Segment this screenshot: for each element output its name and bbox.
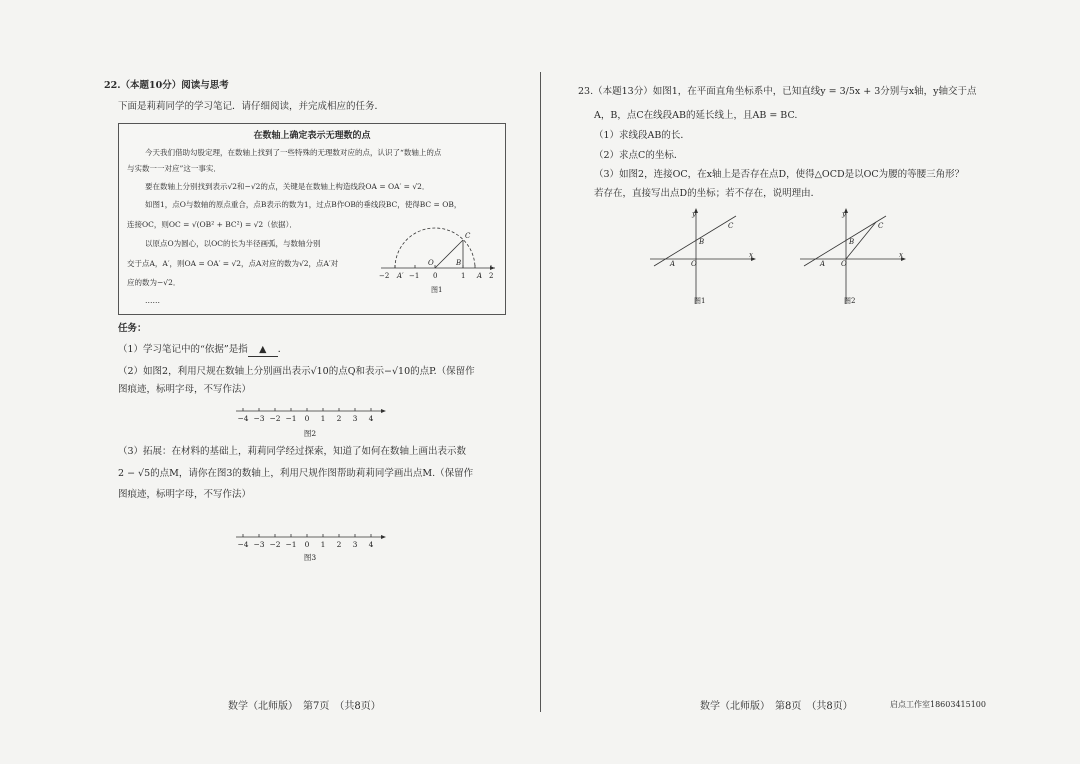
coordinate-figure-1 (646, 204, 758, 308)
tick-label: 0 (304, 414, 310, 423)
q23-part-1: （1）求线段AB的长． (594, 130, 690, 141)
label-c: C (728, 222, 734, 230)
tick-label: −4 (237, 414, 249, 423)
task-3-line-3: 图痕迹，标明字母，不写作法） (118, 489, 252, 500)
q22-intro: 下面是莉莉同学的学习笔记．请仔细阅读，并完成相应的任务． (118, 101, 385, 112)
study-note-box (118, 123, 506, 315)
number-line-fig2[interactable] (230, 402, 390, 440)
tick-label: −2 (269, 540, 281, 549)
fig2-label: 图2 (303, 429, 317, 438)
tick-label: 4 (368, 414, 374, 423)
axis-label-x: x (749, 251, 753, 259)
note-line-2: 与实数一一对应”这一事实． (127, 164, 221, 173)
arrow-icon (381, 535, 386, 539)
line-ac (654, 216, 736, 266)
note-title: 在数轴上确定表示无理数的点 (253, 131, 371, 141)
tick-label: 3 (352, 540, 358, 549)
label-b: B (456, 259, 462, 267)
tick-label: −2 (269, 414, 281, 423)
note-line-8: 应的数为−√2． (127, 278, 181, 287)
q23-part-2: （2）求点C的坐标． (594, 150, 684, 161)
axis-label-x: x (899, 251, 903, 259)
line-ac (804, 216, 886, 266)
note-line-4: 如图1，点O与数轴的原点重合，点B表示的数为1，过点B作OB的垂线段BC，使得BC = OB， (145, 200, 462, 209)
tick-label: −1 (409, 272, 420, 280)
note-line-9: …… (145, 296, 160, 305)
arrow-icon (381, 409, 386, 413)
tick-label: 1 (461, 272, 466, 280)
fig1-label: 图1 (431, 286, 443, 294)
tick-label: 2 (336, 414, 342, 423)
axis-label-y: y (842, 210, 846, 218)
axis-label-y: y (692, 210, 696, 218)
task-header: 任务： (118, 323, 147, 334)
tick-label: −1 (285, 540, 297, 549)
label-a: A (670, 260, 676, 268)
ticks (395, 265, 491, 268)
tick-label: 0 (433, 272, 438, 280)
tick-label: −1 (285, 414, 297, 423)
note-figure-1 (377, 220, 499, 302)
tick-label: −3 (253, 414, 265, 423)
fig2-caption: 图2 (844, 297, 856, 305)
coordinate-figure-2 (796, 204, 908, 308)
tick-label: 4 (368, 540, 374, 549)
note-line-7: 交于点A，A′，则OA = OA′ = √2，点A对应的数为√2，点A′对 (127, 259, 339, 268)
label-b: B (699, 238, 705, 246)
number-line-fig3[interactable] (230, 528, 390, 566)
label-a: A (477, 272, 483, 280)
task-3-line-1: （3）拓展：在材料的基础上，莉莉同学经过探索，知道了如何在数轴上画出表示数 (118, 446, 467, 457)
tick-label: 2 (336, 540, 342, 549)
label-b: B (849, 238, 855, 246)
tick-label: 3 (352, 414, 358, 423)
task-1 (118, 344, 287, 357)
label-o: O (841, 260, 847, 268)
task-1-suffix: ． (277, 344, 288, 355)
tick-label: −3 (253, 540, 265, 549)
tick-label: 2 (489, 272, 494, 280)
task-1-text: （1）学习笔记中的“依据”是指 (118, 344, 248, 355)
q23-part-3-line-1: （3）如图2，连接OC，在x轴上是否存在点D，使得△OCD是以OC为腰的等腰三角形？ (594, 169, 965, 180)
footer-right: 数学（北师版） 第8页 （共8页） (700, 701, 853, 712)
note-line-1: 今天我们借助勾股定理，在数轴上找到了一些特殊的无理数对应的点，认识了“数轴上的点 (145, 148, 442, 157)
label-c: C (878, 222, 884, 230)
page-divider (540, 72, 541, 712)
note-line-3: 要在数轴上分别找到表示√2和−√2的点，关键是在数轴上构造线段OA = OA′ = √2． (145, 182, 430, 191)
answer-blank[interactable]: ▲ (248, 344, 278, 357)
note-line-6: 以原点O为圆心，以OC的长为半径画弧，与数轴分别 (145, 239, 321, 248)
label-c: C (465, 232, 471, 240)
studio-credit: 启点工作室18603415100 (890, 700, 986, 709)
tick-label: −4 (237, 540, 249, 549)
footer-left: 数学（北师版） 第7页 （共8页） (228, 701, 381, 712)
q23-part-3-line-2: 若存在，直接写出点D的坐标；若不存在，说明理由． (594, 188, 821, 199)
label-a-prime: A′ (397, 272, 404, 280)
label-o: O (691, 260, 697, 268)
q23-line-1: 23.（本题13分）如图1，在平面直角坐标系中，已知直线y = 3/5x + 3分别与x轴，y轴交于点 (578, 86, 977, 97)
q23-line-2: A，B，点C在线段AB的延长线上，且AB = BC. (594, 110, 798, 121)
tick-label: 0 (304, 540, 310, 549)
task-2-line-2: 图痕迹，标明字母，不写作法） (118, 384, 252, 395)
tick-label: −2 (379, 272, 390, 280)
label-o: O (428, 259, 434, 267)
fig3-label: 图3 (303, 553, 317, 562)
task-2-line-1: （2）如图2，利用尺规在数轴上分别画出表示√10的点Q和表示−√10的点P.（保留作 (118, 366, 475, 377)
fig1-caption: 图1 (694, 297, 706, 305)
label-a: A (820, 260, 826, 268)
task-3-line-2: 2 − √5的点M，请你在图3的数轴上，利用尺规作图帮助莉莉同学画出点M.（保留作 (118, 468, 474, 479)
q22-header: 22.（本题10分）阅读与思考 (104, 80, 229, 91)
tick-label: 1 (320, 540, 326, 549)
tick-label: 1 (320, 414, 326, 423)
note-line-5: 连接OC，则OC = √(OB² + BC²) = √2（依据）． (127, 220, 297, 229)
